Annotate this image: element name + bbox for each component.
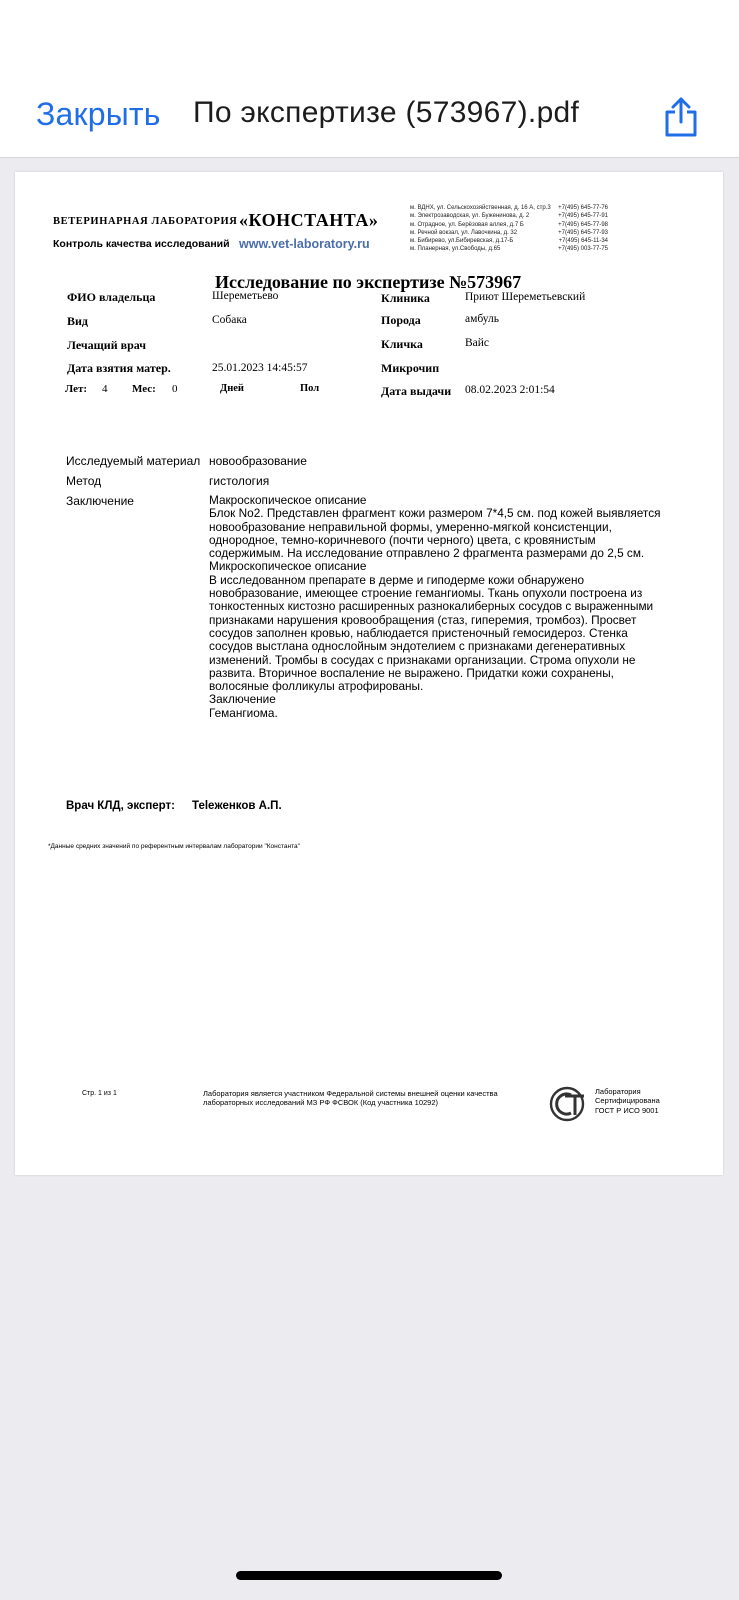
owner-value: Шереметьево <box>212 290 279 302</box>
address-row: м. Речной вокзал, ул. Лавочкина, д. 32 +7(495) 645-77-93 <box>410 229 608 236</box>
address-row: м. Электрозаводская, ул. Буженинова, д. 2 +7(495) 645-77-91 <box>410 213 608 220</box>
issue-date-value: 08.02.2023 2:01:54 <box>465 384 555 396</box>
pdf-page <box>15 172 723 1175</box>
lab-website: www.vet-laboratory.ru <box>239 237 370 251</box>
sample-date-value: 25.01.2023 14:45:57 <box>212 362 308 374</box>
years-value: 4 <box>102 383 108 395</box>
page-number: Стр. 1 из 1 <box>82 1090 117 1097</box>
pet-name-label: Кличка <box>381 337 423 351</box>
pet-name-value: Вайс <box>465 337 490 349</box>
issue-date-label: Дата выдачи <box>381 384 452 398</box>
clinic-label: Клиника <box>381 291 430 305</box>
address-row: м. Планерная, ул.Свободы, д.65 +7(495) 003-77-75 <box>410 246 608 253</box>
conclusion-text: Макроскопическое описание Блок No2. Представлен фрагмент кожи размером 7*4,5 см. под кожей выявляется новообразование неправильной формы, умеренно-мягкой консистенции, однородное, темно-коричневого (почти черного) цвета, с кровянистым содержимым. На исследование отправлено 2 фрагмента размерами до 2,5 см. Микроскопическое описание В исследованном препарате в дерме и гиподерме кожи обнаружено новобразование, имеющее строение гемангиомы. Ткань опухоли построена из тонкостенных кистозно расширенных разнокалиберных сосудов с выраженными признаками нарушения кровообращения (стаз, гиперемия, тромбоз). Просвет сосудов заполнен кровью, наблюдается пристеночный гемосидероз. Стенка сосудов выстлана однослойным эндотелием с признаками дегенеративных изменений. Тромбы в сосудах с признаками организации. Строма опухоли не развита. Вторичное воспаление не выражено. Придатки кожи сохранены, волосяные фолликулы атрофированы. Заключение Гемангиома. <box>209 493 661 720</box>
lab-subtitle: Контроль качества исследований <box>53 238 230 250</box>
share-button[interactable] <box>662 96 700 138</box>
method-label: Метод <box>66 474 102 488</box>
days-label: Дней <box>220 383 244 394</box>
address-row: м. Отрадное, ул. Берёзовая аллея, д.7 Б +7(495) 645-77-98 <box>410 221 608 228</box>
lab-addresses <box>410 204 608 254</box>
breed-value: амбуль <box>465 313 500 325</box>
species-value: Собака <box>212 314 247 326</box>
home-indicator[interactable] <box>236 1571 502 1580</box>
material-value: новообразование <box>209 454 307 468</box>
microchip-label: Микрочип <box>381 361 440 375</box>
method-value: гистология <box>209 474 270 488</box>
pdf-viewer-toolbar <box>0 0 739 158</box>
document-title: По экспертизе (573967).pdf <box>193 96 580 129</box>
report-title: Исследование по экспертизе №573967 <box>215 272 522 292</box>
conclusion-label: Заключение <box>66 494 134 508</box>
footer-text: Лаборатория является участником Федеральной системы внешней оценки качества лабораторных исследований МЗ РФ ФСВОК (Код участника 10292) <box>203 1089 498 1108</box>
months-label: Мес: <box>132 383 156 395</box>
signature-name: Теleженков А.П. <box>192 800 282 812</box>
signature-label: Врач КЛД, эксперт: <box>66 800 176 812</box>
close-button[interactable]: Закрыть <box>36 96 161 132</box>
breed-label: Порода <box>381 313 421 327</box>
owner-label: ФИО владельца <box>67 290 156 304</box>
share-icon <box>662 96 700 138</box>
clinic-value: Приют Шереметьевский <box>465 291 586 303</box>
doctor-label: Лечащий врач <box>67 338 147 352</box>
years-label: Лет: <box>65 383 88 395</box>
gost-certification-icon <box>548 1085 592 1123</box>
address-row: м. Бибирево, ул.Бибиревская, д.17-Б +7(495) 645-11-34 <box>410 238 608 245</box>
address-row: м. ВДНХ, ул. Сельскохозяйственная, д. 16 А, стр.3 +7(495) 645-77-76 <box>410 205 608 211</box>
lab-name: ВЕТЕРИНАРНАЯ ЛАБОРАТОРИЯ <box>53 216 238 227</box>
material-label: Исследуемый материал <box>66 454 201 468</box>
species-label: Вид <box>67 314 88 328</box>
sample-date-label: Дата взятия матер. <box>67 361 171 375</box>
lab-brand: «КОНСТАНТА» <box>239 210 379 230</box>
reference-note: *Данные средних значений по референтным интервалам лаборатории "Константа" <box>48 843 300 850</box>
months-value: 0 <box>172 383 178 395</box>
certification-text: Лаборатория Сертифицирована ГОСТ Р ИСО 9001 <box>595 1087 660 1115</box>
sex-label: Пол <box>300 383 320 394</box>
